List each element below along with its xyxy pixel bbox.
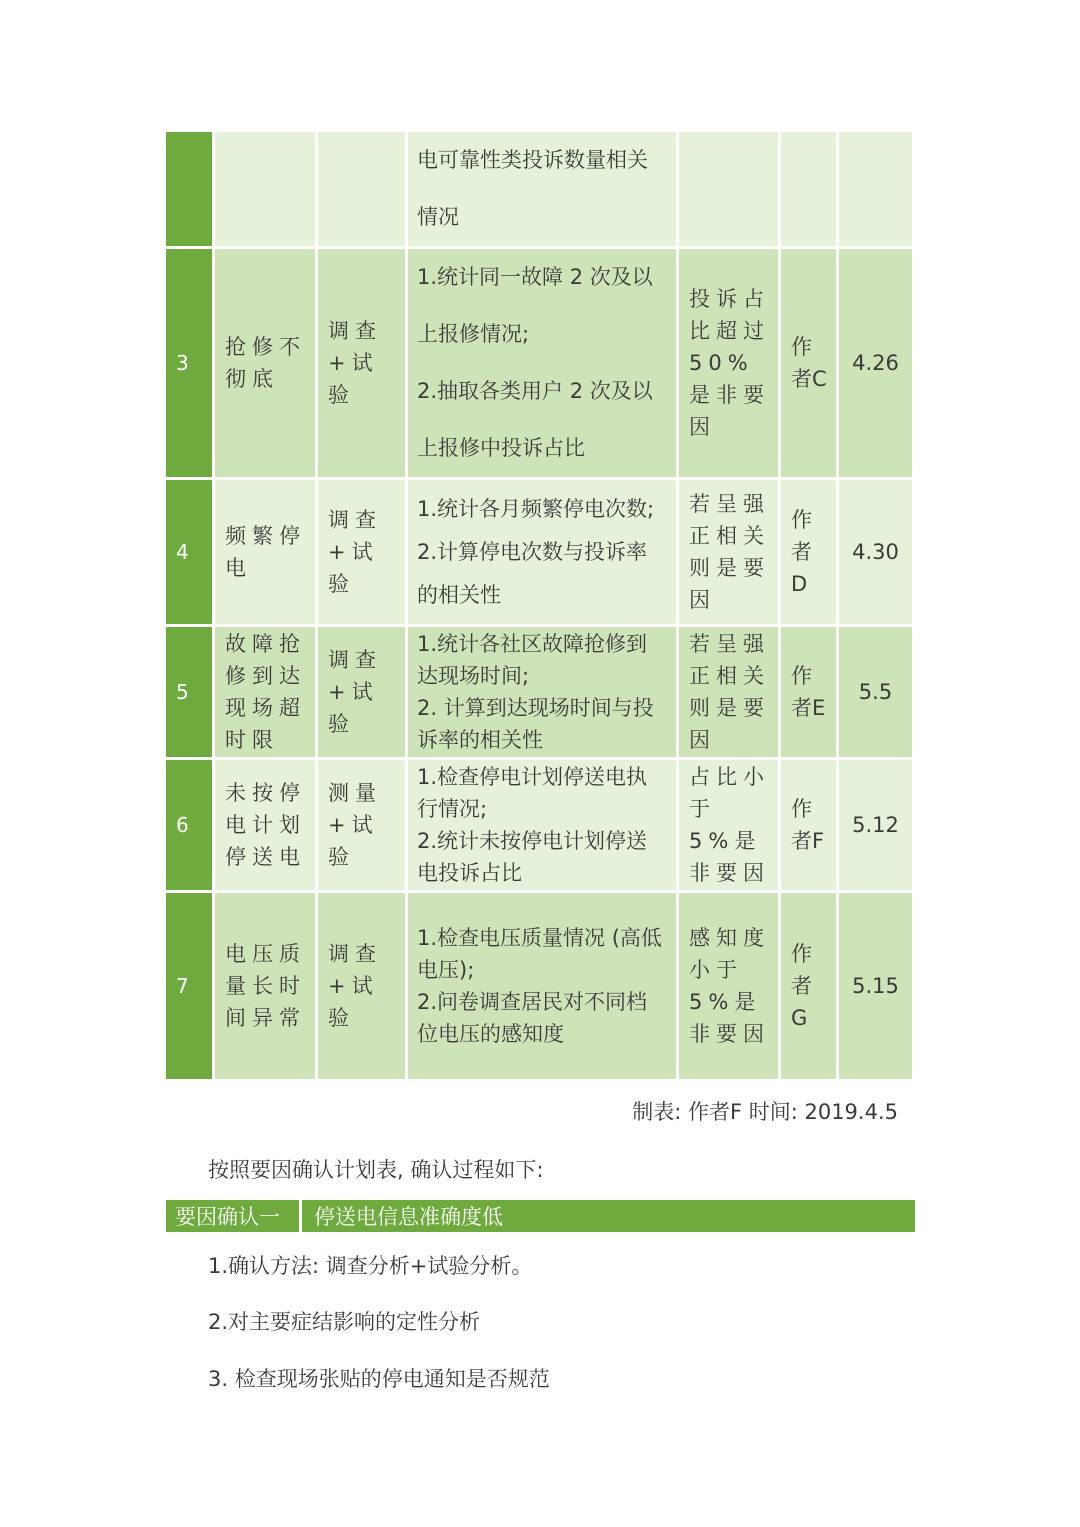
method-cell: 测量+试验 — [318, 760, 408, 893]
date-cell: 4.26 — [839, 249, 915, 480]
process-line: 2.问卷调查居民对不同档 — [417, 990, 648, 1014]
process-cell — [408, 480, 679, 627]
process-line: 诉率的相关性 — [417, 728, 543, 752]
owner-cell: 作者G — [781, 893, 839, 1082]
section-header-bar — [166, 1200, 915, 1232]
process-line: 的相关性 — [417, 582, 501, 607]
process-line: 电压); — [417, 958, 475, 982]
process-line: 电可靠性类投诉数量相关 — [417, 148, 648, 172]
standard-cell: 投诉占比超过50%是非要因 — [679, 249, 781, 480]
process-line: 行情况; — [417, 797, 488, 821]
method-cell — [318, 132, 408, 249]
process-line: 1.统计各社区故障抢修到 — [417, 632, 648, 656]
cause-cell: 频繁停电 — [215, 480, 318, 627]
cause-cell: 抢修不彻底 — [215, 249, 318, 480]
method-cell: 调查+试验 — [318, 893, 408, 1082]
cause-cell: 未按停电计划停送电 — [215, 760, 318, 893]
section-label: 要因确认一 — [166, 1200, 302, 1232]
step-1: 1.确认方法: 调查分析+试验分析。 — [208, 1254, 533, 1278]
process-line: 1.检查电压质量情况 (高低 — [417, 926, 662, 950]
standard-cell — [679, 132, 781, 249]
section-title: 停送电信息准确度低 — [314, 1205, 503, 1229]
standard-cell: 若呈强正相关则是要因 — [679, 480, 781, 627]
process-line: 位电压的感知度 — [417, 1022, 564, 1046]
process-line: 达现场时间; — [417, 664, 530, 688]
owner-cell: 作者C — [781, 249, 839, 480]
table-row — [166, 760, 915, 893]
date-cell: 4.30 — [839, 480, 915, 627]
process-line: 1.检查停电计划停送电执 — [417, 765, 648, 789]
standard-cell: 感知度小于 5%是非要因 — [679, 893, 781, 1082]
process-cell — [408, 249, 679, 480]
row-number: 6 — [166, 760, 215, 893]
process-line: 2.抽取各类用户 2 次及以 — [417, 379, 653, 403]
owner-cell: 作者F — [781, 760, 839, 893]
process-line: 2. 计算到达现场时间与投 — [417, 696, 654, 720]
method-cell: 调查+试验 — [318, 249, 408, 480]
process-line: 上报修情况; — [417, 322, 530, 346]
cause-cell: 电压质量长时间异常 — [215, 893, 318, 1082]
row-number: 5 — [166, 627, 215, 760]
owner-cell: 作者D — [781, 480, 839, 627]
table-row — [166, 480, 915, 627]
table-row — [166, 132, 915, 249]
owner-cell — [781, 132, 839, 249]
date-cell: 5.15 — [839, 893, 915, 1082]
row-number: 4 — [166, 480, 215, 627]
table-row — [166, 893, 915, 1082]
intro-text: 按照要因确认计划表, 确认过程如下: — [208, 1158, 544, 1182]
process-line: 2.计算停电次数与投诉率 — [417, 539, 648, 564]
process-line: 情况 — [417, 205, 459, 229]
process-line: 上报修中投诉占比 — [417, 436, 585, 460]
standard-cell: 占比小于 5%是非要因 — [679, 760, 781, 893]
row-number: 7 — [166, 893, 215, 1082]
owner-cell: 作者E — [781, 627, 839, 760]
process-cell — [408, 760, 679, 893]
date-cell: 5.12 — [839, 760, 915, 893]
cause-cell: 故障抢修到达现场超时限 — [215, 627, 318, 760]
method-cell: 调查+试验 — [318, 627, 408, 760]
step-3: 3. 检查现场张贴的停电通知是否规范 — [208, 1367, 550, 1391]
process-line: 电投诉占比 — [417, 861, 522, 885]
step-2: 2.对主要症结影响的定性分析 — [208, 1310, 481, 1334]
date-cell — [839, 132, 915, 249]
process-cell — [408, 627, 679, 760]
table-row — [166, 627, 915, 760]
process-cell — [408, 893, 679, 1082]
row-number: 3 — [166, 249, 215, 480]
process-line: 1.统计同一故障 2 次及以 — [417, 265, 653, 289]
cause-confirmation-table — [166, 132, 915, 1082]
date-cell: 5.5 — [839, 627, 915, 760]
table-caption: 制表: 作者F 时间: 2019.4.5 — [632, 1100, 898, 1124]
process-line: 2.统计未按停电计划停送 — [417, 829, 648, 853]
process-cell — [408, 132, 679, 249]
standard-cell: 若呈强正相关则是要因 — [679, 627, 781, 760]
process-line: 1.统计各月频繁停电次数; — [417, 496, 655, 521]
cause-cell — [215, 132, 318, 249]
method-cell: 调查+试验 — [318, 480, 408, 627]
table-row — [166, 249, 915, 480]
row-number — [166, 132, 215, 249]
